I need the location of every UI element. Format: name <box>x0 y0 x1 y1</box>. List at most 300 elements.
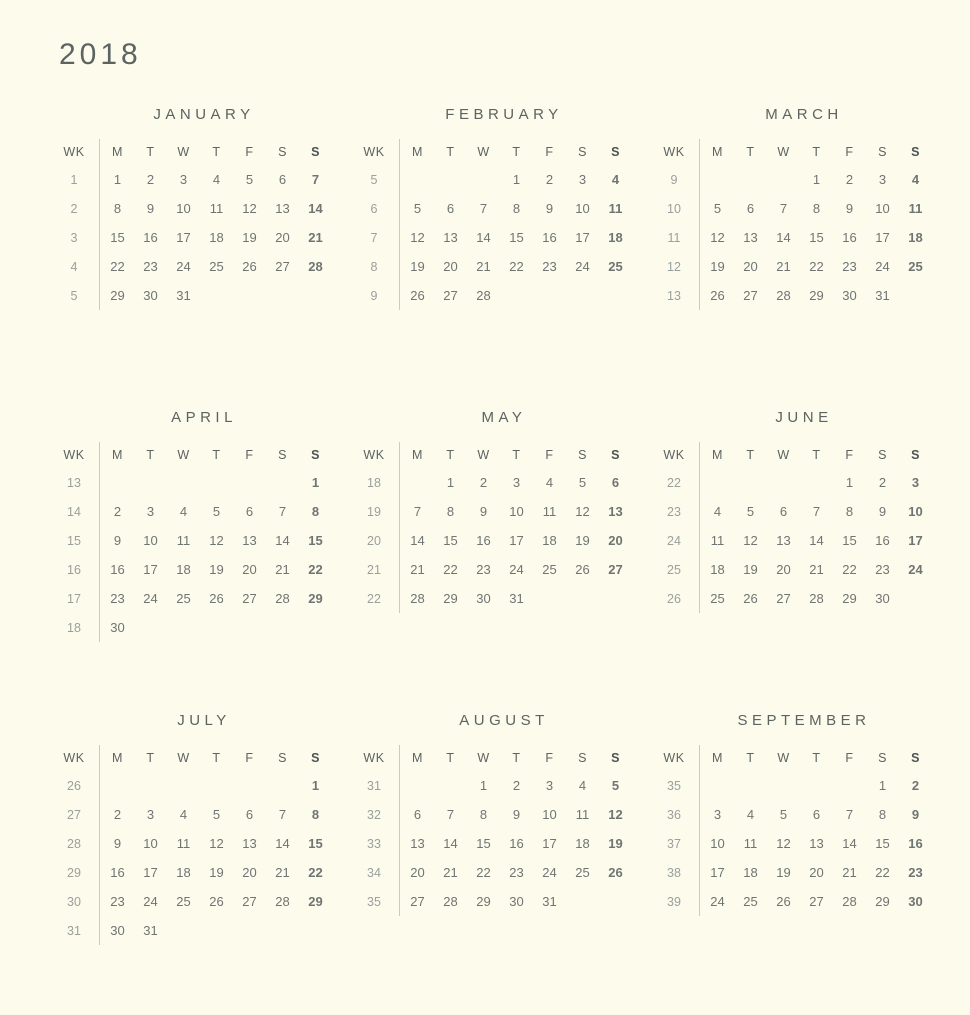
day-cell[interactable]: 3 <box>713 807 722 822</box>
day-cell[interactable]: 5 <box>779 807 788 822</box>
day-cell[interactable]: 9 <box>113 533 122 548</box>
day-cell[interactable]: 23 <box>509 865 524 880</box>
day-cell[interactable]: 8 <box>113 201 122 216</box>
day-cell[interactable]: 24 <box>575 259 590 274</box>
day-cell[interactable]: 5 <box>578 475 587 490</box>
day-cell[interactable]: 8 <box>311 807 320 822</box>
day-cell[interactable]: 30 <box>509 894 524 909</box>
day-cell[interactable]: 26 <box>410 288 425 303</box>
day-cell[interactable]: 25 <box>176 591 191 606</box>
weekday-header: W <box>777 751 790 765</box>
day-cell[interactable]: 9 <box>545 201 554 216</box>
day-cell[interactable]: 14 <box>275 533 290 548</box>
day-cell[interactable]: 20 <box>743 259 758 274</box>
day-cell-empty <box>200 613 233 642</box>
day-cell[interactable]: 28 <box>275 894 290 909</box>
day-cell[interactable]: 25 <box>743 894 758 909</box>
week-number: 1 <box>70 172 78 187</box>
day-cell[interactable]: 17 <box>509 533 524 548</box>
day-cell[interactable]: 14 <box>809 533 824 548</box>
day-cell-empty <box>833 771 866 800</box>
day-cell[interactable]: 22 <box>476 865 491 880</box>
day-cell[interactable]: 26 <box>776 894 791 909</box>
day-cell[interactable]: 4 <box>713 504 722 519</box>
day-cell[interactable]: 25 <box>908 259 923 274</box>
day-cell[interactable]: 23 <box>110 591 125 606</box>
day-cell[interactable]: 3 <box>146 807 155 822</box>
day-cell[interactable]: 11 <box>908 201 923 216</box>
day-cell[interactable]: 11 <box>710 533 725 548</box>
day-cell[interactable]: 10 <box>176 201 191 216</box>
day-cell[interactable]: 14 <box>275 836 290 851</box>
day-cell[interactable]: 6 <box>245 807 254 822</box>
day-cell[interactable]: 23 <box>476 562 491 577</box>
day-cell[interactable]: 16 <box>908 836 923 851</box>
day-cell[interactable]: 13 <box>242 533 257 548</box>
day-cell[interactable]: 13 <box>743 230 758 245</box>
day-cell[interactable]: 12 <box>743 533 758 548</box>
day-cell[interactable]: 23 <box>875 562 890 577</box>
day-cell[interactable]: 20 <box>242 865 257 880</box>
day-cell[interactable]: 25 <box>542 562 557 577</box>
day-cell[interactable]: 29 <box>308 894 323 909</box>
day-cell[interactable]: 15 <box>842 533 857 548</box>
day-cell[interactable]: 16 <box>110 562 125 577</box>
day-cell[interactable]: 1 <box>512 172 521 187</box>
day-cell[interactable]: 4 <box>746 807 755 822</box>
day-cell[interactable]: 12 <box>410 230 425 245</box>
day-cell[interactable]: 17 <box>710 865 725 880</box>
day-cell[interactable]: 30 <box>842 288 857 303</box>
day-cell[interactable]: 8 <box>311 504 320 519</box>
day-cell[interactable]: 9 <box>146 201 155 216</box>
week-row <box>656 858 932 887</box>
day-cell[interactable]: 27 <box>608 562 623 577</box>
weekday-header: M <box>412 751 423 765</box>
day-cell[interactable]: 14 <box>776 230 791 245</box>
day-cell[interactable]: 1 <box>812 172 821 187</box>
day-cell[interactable]: 4 <box>578 778 587 793</box>
day-cell[interactable]: 6 <box>746 201 755 216</box>
day-cell-empty <box>566 281 599 310</box>
day-cell[interactable]: 21 <box>275 562 290 577</box>
day-cell[interactable]: 5 <box>611 778 620 793</box>
day-cell[interactable]: 30 <box>908 894 923 909</box>
day-cell[interactable]: 21 <box>476 259 491 274</box>
day-cell[interactable]: 24 <box>176 259 191 274</box>
day-cell[interactable]: 27 <box>410 894 425 909</box>
day-cell[interactable]: 7 <box>479 201 488 216</box>
day-cell[interactable]: 3 <box>911 475 920 490</box>
day-cell[interactable]: 21 <box>308 230 323 245</box>
day-cell[interactable]: 2 <box>545 172 554 187</box>
day-cell[interactable]: 5 <box>245 172 254 187</box>
day-cell[interactable]: 9 <box>911 807 920 822</box>
month-block <box>356 106 656 409</box>
month-table <box>56 139 332 310</box>
day-cell[interactable]: 19 <box>608 836 623 851</box>
day-cell[interactable]: 9 <box>479 504 488 519</box>
day-cell[interactable]: 19 <box>410 259 425 274</box>
day-cell[interactable]: 6 <box>446 201 455 216</box>
weekday-header: T <box>212 448 221 462</box>
day-cell[interactable]: 26 <box>608 865 623 880</box>
day-cell[interactable]: 3 <box>146 504 155 519</box>
day-cell[interactable]: 10 <box>710 836 725 851</box>
day-cell[interactable]: 17 <box>908 533 923 548</box>
week-row <box>356 858 632 887</box>
day-cell[interactable]: 31 <box>176 288 191 303</box>
week-row <box>656 800 932 829</box>
day-cell[interactable]: 29 <box>476 894 491 909</box>
day-cell[interactable]: 1 <box>311 778 320 793</box>
weekday-header: S <box>578 751 587 765</box>
day-cell[interactable]: 21 <box>443 865 458 880</box>
day-cell[interactable]: 28 <box>443 894 458 909</box>
day-cell[interactable]: 25 <box>608 259 623 274</box>
day-cell[interactable]: 31 <box>875 288 890 303</box>
day-cell[interactable]: 19 <box>209 865 224 880</box>
day-cell[interactable]: 13 <box>410 836 425 851</box>
day-cell[interactable]: 18 <box>710 562 725 577</box>
day-cell[interactable]: 29 <box>110 288 125 303</box>
day-cell[interactable]: 21 <box>842 865 857 880</box>
day-cell[interactable]: 18 <box>908 230 923 245</box>
day-cell[interactable]: 1 <box>845 475 854 490</box>
day-cell[interactable]: 2 <box>113 807 122 822</box>
day-cell[interactable]: 14 <box>476 230 491 245</box>
day-cell-empty <box>434 771 467 800</box>
day-cell[interactable]: 29 <box>842 591 857 606</box>
day-cell[interactable]: 21 <box>275 865 290 880</box>
day-cell[interactable]: 7 <box>413 504 422 519</box>
day-cell[interactable]: 26 <box>209 894 224 909</box>
day-cell[interactable]: 7 <box>845 807 854 822</box>
day-cell[interactable]: 8 <box>512 201 521 216</box>
day-cell[interactable]: 21 <box>809 562 824 577</box>
day-cell[interactable]: 11 <box>575 807 590 822</box>
day-cell[interactable]: 5 <box>212 807 221 822</box>
day-cell[interactable]: 19 <box>209 562 224 577</box>
day-cell[interactable]: 15 <box>443 533 458 548</box>
day-cell[interactable]: 5 <box>413 201 422 216</box>
day-cell[interactable]: 8 <box>479 807 488 822</box>
day-cell[interactable]: 22 <box>875 865 890 880</box>
day-cell[interactable]: 28 <box>476 288 491 303</box>
day-cell[interactable]: 24 <box>143 894 158 909</box>
day-cell[interactable]: 10 <box>542 807 557 822</box>
day-cell[interactable]: 2 <box>146 172 155 187</box>
day-cell[interactable]: 19 <box>575 533 590 548</box>
day-cell[interactable]: 11 <box>209 201 224 216</box>
day-cell[interactable]: 2 <box>845 172 854 187</box>
day-cell[interactable]: 15 <box>875 836 890 851</box>
day-cell[interactable]: 8 <box>446 504 455 519</box>
day-cell[interactable]: 16 <box>143 230 158 245</box>
day-cell[interactable]: 3 <box>179 172 188 187</box>
day-cell[interactable]: 15 <box>308 836 323 851</box>
day-cell[interactable]: 2 <box>113 504 122 519</box>
day-cell[interactable]: 25 <box>176 894 191 909</box>
day-cell[interactable]: 2 <box>911 778 920 793</box>
day-cell[interactable]: 20 <box>608 533 623 548</box>
day-cell[interactable]: 28 <box>410 591 425 606</box>
day-cell[interactable]: 10 <box>143 836 158 851</box>
day-cell[interactable]: 16 <box>542 230 557 245</box>
day-cell[interactable]: 1 <box>311 475 320 490</box>
day-cell[interactable]: 22 <box>443 562 458 577</box>
day-cell[interactable]: 18 <box>176 865 191 880</box>
day-cell[interactable]: 12 <box>575 504 590 519</box>
day-cell[interactable]: 15 <box>509 230 524 245</box>
day-cell[interactable]: 17 <box>176 230 191 245</box>
day-cell[interactable]: 18 <box>209 230 224 245</box>
day-cell[interactable]: 20 <box>275 230 290 245</box>
day-cell[interactable]: 26 <box>209 591 224 606</box>
day-cell[interactable]: 17 <box>575 230 590 245</box>
day-cell[interactable]: 22 <box>308 562 323 577</box>
day-cell[interactable]: 14 <box>443 836 458 851</box>
day-cell[interactable]: 23 <box>143 259 158 274</box>
day-cell[interactable]: 5 <box>713 201 722 216</box>
day-cell[interactable]: 4 <box>179 807 188 822</box>
day-cell[interactable]: 9 <box>845 201 854 216</box>
day-cell[interactable]: 23 <box>110 894 125 909</box>
day-cell[interactable]: 25 <box>710 591 725 606</box>
day-cell[interactable]: 28 <box>809 591 824 606</box>
day-cell[interactable]: 15 <box>476 836 491 851</box>
day-cell[interactable]: 27 <box>743 288 758 303</box>
day-cell[interactable]: 16 <box>476 533 491 548</box>
day-cell[interactable]: 28 <box>776 288 791 303</box>
day-cell[interactable]: 20 <box>776 562 791 577</box>
day-cell[interactable]: 29 <box>875 894 890 909</box>
day-cell[interactable]: 11 <box>743 836 758 851</box>
day-cell[interactable]: 1 <box>446 475 455 490</box>
day-cell[interactable]: 30 <box>476 591 491 606</box>
day-cell[interactable]: 29 <box>308 591 323 606</box>
day-cell[interactable]: 24 <box>908 562 923 577</box>
day-cell[interactable]: 31 <box>509 591 524 606</box>
day-cell[interactable]: 6 <box>278 172 287 187</box>
table-header-row <box>356 139 632 165</box>
day-cell[interactable]: 11 <box>542 504 557 519</box>
day-cell[interactable]: 4 <box>545 475 554 490</box>
weekday-header: T <box>512 448 521 462</box>
day-cell[interactable]: 6 <box>779 504 788 519</box>
day-cell[interactable]: 4 <box>911 172 920 187</box>
day-cell[interactable]: 22 <box>842 562 857 577</box>
day-cell[interactable]: 9 <box>113 836 122 851</box>
day-cell[interactable]: 11 <box>176 836 191 851</box>
day-cell[interactable]: 30 <box>875 591 890 606</box>
day-cell[interactable]: 14 <box>308 201 323 216</box>
day-cell[interactable]: 10 <box>575 201 590 216</box>
day-cell[interactable]: 30 <box>110 923 125 938</box>
day-cell[interactable]: 12 <box>209 533 224 548</box>
day-cell[interactable]: 22 <box>308 865 323 880</box>
day-cell[interactable]: 18 <box>608 230 623 245</box>
day-cell[interactable]: 24 <box>143 591 158 606</box>
day-cell[interactable]: 27 <box>275 259 290 274</box>
day-cell[interactable]: 14 <box>842 836 857 851</box>
day-cell[interactable]: 24 <box>875 259 890 274</box>
day-cell-empty <box>134 771 167 800</box>
day-cell[interactable]: 13 <box>443 230 458 245</box>
day-cell[interactable]: 26 <box>242 259 257 274</box>
day-cell[interactable]: 5 <box>746 504 755 519</box>
day-cell[interactable]: 7 <box>446 807 455 822</box>
day-cell[interactable]: 30 <box>110 620 125 635</box>
day-cell[interactable]: 18 <box>542 533 557 548</box>
day-cell[interactable]: 30 <box>143 288 158 303</box>
day-cell[interactable]: 9 <box>878 504 887 519</box>
day-cell-empty <box>599 584 632 613</box>
day-cell[interactable]: 24 <box>542 865 557 880</box>
day-cell[interactable]: 15 <box>809 230 824 245</box>
week-number: 37 <box>667 836 681 851</box>
day-cell[interactable]: 2 <box>479 475 488 490</box>
day-cell[interactable]: 7 <box>812 504 821 519</box>
day-cell[interactable]: 11 <box>608 201 623 216</box>
day-cell[interactable]: 25 <box>209 259 224 274</box>
day-cell[interactable]: 4 <box>212 172 221 187</box>
day-cell[interactable]: 31 <box>143 923 158 938</box>
day-cell[interactable]: 19 <box>776 865 791 880</box>
day-cell[interactable]: 1 <box>113 172 122 187</box>
week-row <box>56 252 332 281</box>
day-cell[interactable]: 12 <box>776 836 791 851</box>
day-cell[interactable]: 17 <box>143 865 158 880</box>
day-cell[interactable]: 15 <box>110 230 125 245</box>
day-cell[interactable]: 23 <box>908 865 923 880</box>
day-cell[interactable]: 8 <box>812 201 821 216</box>
day-cell[interactable]: 6 <box>413 807 422 822</box>
day-cell[interactable]: 24 <box>509 562 524 577</box>
day-cell[interactable]: 6 <box>812 807 821 822</box>
day-cell[interactable]: 20 <box>410 865 425 880</box>
day-cell[interactable]: 23 <box>542 259 557 274</box>
day-cell[interactable]: 22 <box>110 259 125 274</box>
day-cell[interactable]: 27 <box>242 591 257 606</box>
day-cell[interactable]: 13 <box>608 504 623 519</box>
day-cell[interactable]: 28 <box>308 259 323 274</box>
week-number: 31 <box>367 778 381 793</box>
day-cell[interactable]: 10 <box>875 201 890 216</box>
day-cell[interactable]: 18 <box>575 836 590 851</box>
day-cell[interactable]: 6 <box>245 504 254 519</box>
day-cell[interactable]: 21 <box>410 562 425 577</box>
day-cell[interactable]: 13 <box>809 836 824 851</box>
day-cell[interactable]: 18 <box>176 562 191 577</box>
day-cell[interactable]: 10 <box>143 533 158 548</box>
day-cell[interactable]: 26 <box>575 562 590 577</box>
day-cell[interactable]: 13 <box>242 836 257 851</box>
day-cell[interactable]: 18 <box>743 865 758 880</box>
day-cell[interactable]: 7 <box>278 807 287 822</box>
day-cell[interactable]: 23 <box>842 259 857 274</box>
table-header-row <box>356 442 632 468</box>
day-cell[interactable]: 10 <box>908 504 923 519</box>
day-cell[interactable]: 3 <box>512 475 521 490</box>
day-cell[interactable]: 3 <box>545 778 554 793</box>
day-cell[interactable]: 1 <box>878 778 887 793</box>
day-cell[interactable]: 7 <box>278 504 287 519</box>
day-cell[interactable]: 7 <box>311 172 320 187</box>
day-cell[interactable]: 4 <box>179 504 188 519</box>
day-cell[interactable]: 16 <box>509 836 524 851</box>
day-cell[interactable]: 2 <box>878 475 887 490</box>
day-cell[interactable]: 4 <box>611 172 620 187</box>
day-cell[interactable]: 29 <box>443 591 458 606</box>
day-cell[interactable]: 8 <box>845 504 854 519</box>
day-cell[interactable]: 7 <box>779 201 788 216</box>
day-cell[interactable]: 27 <box>242 894 257 909</box>
day-cell[interactable]: 26 <box>743 591 758 606</box>
day-cell[interactable]: 3 <box>878 172 887 187</box>
day-cell[interactable]: 19 <box>710 259 725 274</box>
table-header-row <box>656 442 932 468</box>
week-number: 32 <box>367 807 381 822</box>
day-cell[interactable]: 10 <box>509 504 524 519</box>
day-cell[interactable]: 15 <box>308 533 323 548</box>
day-cell[interactable]: 17 <box>875 230 890 245</box>
day-cell[interactable]: 25 <box>575 865 590 880</box>
day-cell[interactable]: 19 <box>743 562 758 577</box>
day-cell[interactable]: 12 <box>710 230 725 245</box>
day-cell[interactable]: 16 <box>875 533 890 548</box>
day-cell[interactable]: 20 <box>809 865 824 880</box>
day-cell[interactable]: 21 <box>776 259 791 274</box>
day-cell[interactable]: 12 <box>608 807 623 822</box>
day-cell[interactable]: 27 <box>809 894 824 909</box>
day-cell[interactable]: 28 <box>842 894 857 909</box>
day-cell[interactable]: 27 <box>776 591 791 606</box>
day-cell[interactable]: 28 <box>275 591 290 606</box>
day-cell[interactable]: 31 <box>542 894 557 909</box>
day-cell[interactable]: 11 <box>176 533 191 548</box>
day-cell[interactable]: 22 <box>809 259 824 274</box>
day-cell[interactable]: 16 <box>842 230 857 245</box>
day-cell[interactable]: 24 <box>710 894 725 909</box>
day-cell[interactable]: 27 <box>443 288 458 303</box>
day-cell[interactable]: 13 <box>776 533 791 548</box>
day-cell[interactable]: 8 <box>878 807 887 822</box>
day-cell[interactable]: 12 <box>209 836 224 851</box>
day-cell[interactable]: 19 <box>242 230 257 245</box>
day-cell[interactable]: 14 <box>410 533 425 548</box>
day-cell[interactable]: 17 <box>143 562 158 577</box>
day-cell[interactable]: 26 <box>710 288 725 303</box>
day-cell[interactable]: 20 <box>242 562 257 577</box>
day-cell[interactable]: 20 <box>443 259 458 274</box>
day-cell[interactable]: 13 <box>275 201 290 216</box>
day-cell[interactable]: 17 <box>542 836 557 851</box>
day-cell[interactable]: 22 <box>509 259 524 274</box>
week-number: 24 <box>667 533 681 548</box>
day-cell[interactable]: 9 <box>512 807 521 822</box>
day-cell[interactable]: 16 <box>110 865 125 880</box>
day-cell[interactable]: 6 <box>611 475 620 490</box>
week-row <box>656 281 932 310</box>
day-cell[interactable]: 1 <box>479 778 488 793</box>
day-cell[interactable]: 12 <box>242 201 257 216</box>
day-cell-empty <box>767 771 800 800</box>
day-cell[interactable]: 2 <box>512 778 521 793</box>
day-cell[interactable]: 3 <box>578 172 587 187</box>
day-cell[interactable]: 5 <box>212 504 221 519</box>
day-cell[interactable]: 29 <box>809 288 824 303</box>
